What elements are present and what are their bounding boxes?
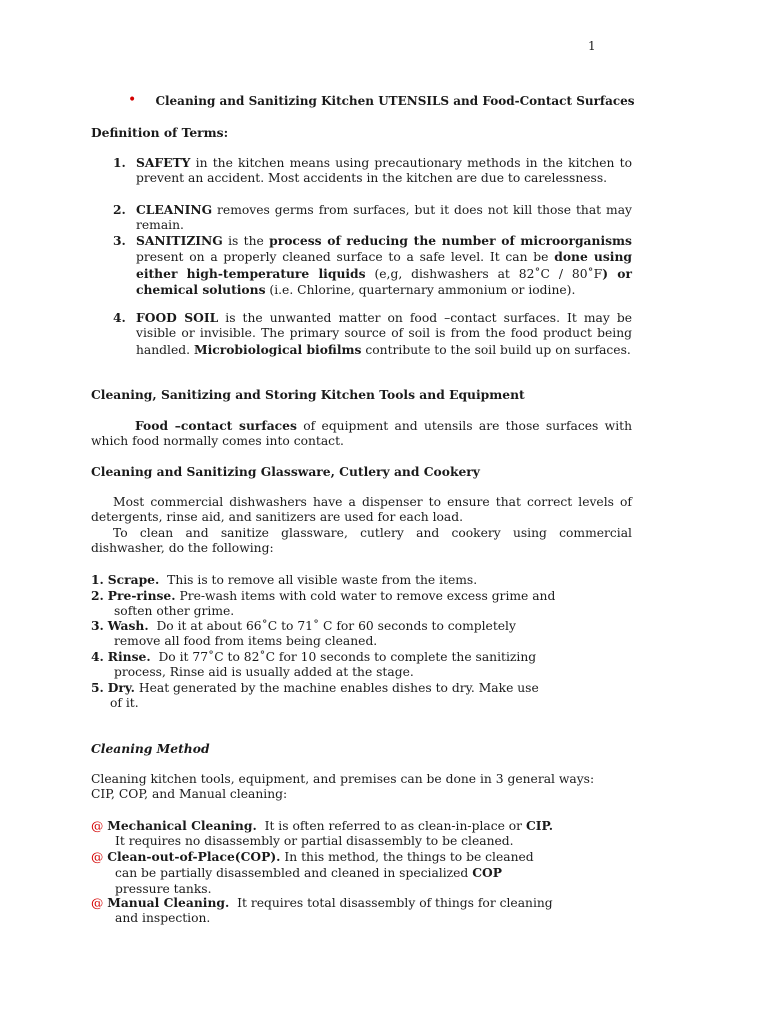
step-item: 2. Pre-rinse. Pre-wash items with cold water to remove excess grime and soften other grime. [91,588,556,619]
definition-safety: SAFETY in the kitchen means using precautionary methods in the kitchen to prevent an accident. Most accidents in the kitchen are due to carelessness. [136,155,632,186]
method-item: @ Manual Cleaning. It requires total disassembly of things for cleaning and inspection. [91,895,553,926]
method-item: @ Mechanical Cleaning. It is often referred to as clean-in-place or CIP. It requires no disassembly or partial disassembly to be cleaned. [91,818,554,849]
method-intro: Cleaning kitchen tools, equipment, and premises can be done in 3 general ways: CIP, COP, and Manual cleaning: [91,772,595,802]
definition-term: CLEANING [136,202,213,217]
step-term: Scrape. [107,572,160,587]
method-item: @ Clean-out-of-Place(COP). In this method, the things to be cleaned can be partially disassembled and cleaned in specialized COP pressure tanks. [91,849,534,896]
step-item: 4. Rinse. Do it 77˚C to 82˚C for 10 seconds to complete the sanitizing process, Rinse aid is usually added at the stage. [91,649,537,680]
at-bullet-icon: @ [91,896,104,910]
definition-heading: Definition of Terms: [91,125,229,140]
definition-term: SANITIZING [136,233,223,248]
step-item: 5. Dry. Heat generated by the machine enables dishes to dry. Make use of it. [91,680,539,711]
definition-number: 2. [113,202,126,217]
step-term: Pre-rinse. [107,588,176,603]
definition-sanitizing: SANITIZING is the process of reducing the number of microorganisms present on a properly cleaned surface to a safe level. It can be done using either high-temperature liquids (e,g, dishwashers at 82˚C / 80˚F) or chemical solutions (i.e. Chlorine, quarternary ammonium or iodine). [136,233,632,298]
step-term: Wash. [107,618,149,633]
glassware-paragraph-1: Most commercial dishwashers have a dispenser to ensure that correct levels of detergents, rinse aid, and sanitizers are used for each load. [91,495,632,525]
step-item: 1. Scrape. This is to remove all visible waste from the items. [91,572,478,587]
page-number: 1 [588,39,596,53]
step-item: 3. Wash. Do it at about 66˚C to 71˚ C for 60 seconds to completely remove all food from items being cleaned. [91,618,516,649]
section-heading-tools: Cleaning, Sanitizing and Storing Kitchen Tools and Equipment [91,387,525,402]
definition-number: 4. [113,310,126,325]
definition-term: FOOD SOIL [136,310,219,325]
section-tools-paragraph: Food –contact surfaces of equipment and utensils are those surfaces with which food normally comes into contact. [91,418,632,449]
section-heading-glassware: Cleaning and Sanitizing Glassware, Cutlery and Cookery [91,464,480,479]
bullet-icon: • [128,92,137,108]
definition-number: 1. [113,155,126,170]
at-bullet-icon: @ [91,819,104,833]
definition-number: 3. [113,233,126,248]
method-term: Mechanical Cleaning. [107,818,257,833]
section-heading-method: Cleaning Method [91,741,210,756]
step-term: Dry. [107,680,135,695]
glassware-paragraph-2: To clean and sanitize glassware, cutlery and cookery using commercial dishwasher, do the following: [91,526,632,556]
definition-term: SAFETY [136,155,191,170]
definition-cleaning: CLEANING removes germs from surfaces, but it does not kill those that may remain. [136,202,632,233]
method-term: Clean-out-of-Place(COP). [107,849,281,864]
step-term: Rinse. [107,649,151,664]
page-title: Cleaning and Sanitizing Kitchen UTENSILS and Food-Contact Surfaces [155,94,635,108]
definition-food-soil: FOOD SOIL is the unwanted matter on food –contact surfaces. It may be visible or invisible. The primary source of soil is from the food product being handled. Microbiological biofilms contribute to the soil build up on surfaces. [136,310,632,357]
method-term: Manual Cleaning. [107,895,230,910]
at-bullet-icon: @ [91,850,104,864]
